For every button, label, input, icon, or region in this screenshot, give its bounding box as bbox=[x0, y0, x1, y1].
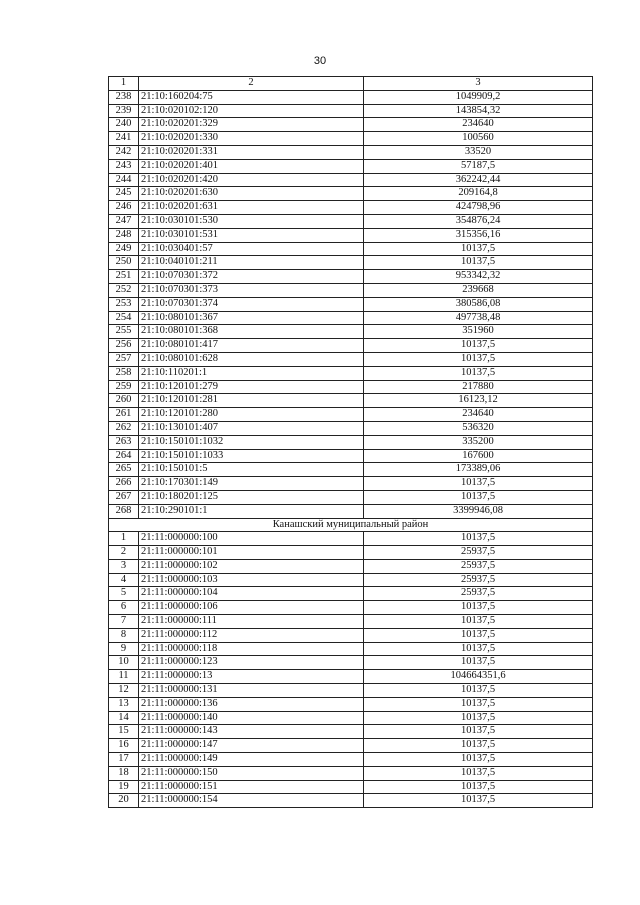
row-number: 20 bbox=[109, 794, 139, 808]
cadastral-value: 953342,32 bbox=[364, 270, 593, 284]
cadastral-value: 10137,5 bbox=[364, 711, 593, 725]
cadastral-number: 21:10:070301:372 bbox=[139, 270, 364, 284]
cadastral-number: 21:10:070301:374 bbox=[139, 297, 364, 311]
table-row bbox=[109, 380, 593, 394]
cadastral-number: 21:10:180201:125 bbox=[139, 490, 364, 504]
cadastral-value: 10137,5 bbox=[364, 532, 593, 546]
table-row bbox=[109, 697, 593, 711]
cadastral-number: 21:11:000000:149 bbox=[139, 753, 364, 767]
row-number: 258 bbox=[109, 366, 139, 380]
row-number: 248 bbox=[109, 228, 139, 242]
cadastral-value: 10137,5 bbox=[364, 739, 593, 753]
table-row bbox=[109, 366, 593, 380]
cadastral-value: 536320 bbox=[364, 421, 593, 435]
row-number: 13 bbox=[109, 697, 139, 711]
cadastral-number: 21:10:160204:75 bbox=[139, 90, 364, 104]
row-number: 18 bbox=[109, 766, 139, 780]
row-number: 257 bbox=[109, 352, 139, 366]
cadastral-value-table bbox=[108, 76, 593, 808]
row-number: 251 bbox=[109, 270, 139, 284]
table-row bbox=[109, 766, 593, 780]
page-number: 30 bbox=[313, 55, 327, 67]
row-number: 255 bbox=[109, 325, 139, 339]
cadastral-number: 21:10:120101:279 bbox=[139, 380, 364, 394]
row-number: 256 bbox=[109, 339, 139, 353]
section-row bbox=[109, 518, 593, 532]
table-row bbox=[109, 408, 593, 422]
row-number: 17 bbox=[109, 753, 139, 767]
table-row bbox=[109, 449, 593, 463]
table-row bbox=[109, 656, 593, 670]
cadastral-value: 173389,06 bbox=[364, 463, 593, 477]
cadastral-number: 21:11:000000:154 bbox=[139, 794, 364, 808]
cadastral-value: 10137,5 bbox=[364, 256, 593, 270]
cadastral-value: 143854,32 bbox=[364, 104, 593, 118]
cadastral-number: 21:11:000000:136 bbox=[139, 697, 364, 711]
row-number: 268 bbox=[109, 504, 139, 518]
cadastral-number: 21:10:030101:531 bbox=[139, 228, 364, 242]
table-row bbox=[109, 684, 593, 698]
row-number: 2 bbox=[109, 546, 139, 560]
cadastral-value: 10137,5 bbox=[364, 628, 593, 642]
section-title: Канашский муниципальный район bbox=[109, 518, 593, 532]
cadastral-value: 424798,96 bbox=[364, 201, 593, 215]
cadastral-value: 10137,5 bbox=[364, 490, 593, 504]
row-number: 267 bbox=[109, 490, 139, 504]
cadastral-value: 1049909,2 bbox=[364, 90, 593, 104]
table-row bbox=[109, 711, 593, 725]
row-number: 15 bbox=[109, 725, 139, 739]
cadastral-number: 21:10:020201:401 bbox=[139, 159, 364, 173]
row-number: 7 bbox=[109, 615, 139, 629]
table-row bbox=[109, 118, 593, 132]
row-number: 250 bbox=[109, 256, 139, 270]
cadastral-value: 104664351,6 bbox=[364, 670, 593, 684]
row-number: 9 bbox=[109, 642, 139, 656]
cadastral-value: 10137,5 bbox=[364, 766, 593, 780]
cadastral-number: 21:11:000000:131 bbox=[139, 684, 364, 698]
table-row bbox=[109, 325, 593, 339]
table-row bbox=[109, 490, 593, 504]
cadastral-number: 21:11:000000:147 bbox=[139, 739, 364, 753]
cadastral-number: 21:11:000000:150 bbox=[139, 766, 364, 780]
cadastral-number: 21:10:110201:1 bbox=[139, 366, 364, 380]
cadastral-value: 10137,5 bbox=[364, 684, 593, 698]
cadastral-number: 21:10:080101:417 bbox=[139, 339, 364, 353]
cadastral-number: 21:11:000000:100 bbox=[139, 532, 364, 546]
table-row bbox=[109, 201, 593, 215]
cadastral-value: 10137,5 bbox=[364, 615, 593, 629]
cadastral-value: 315356,16 bbox=[364, 228, 593, 242]
cadastral-value: 10137,5 bbox=[364, 794, 593, 808]
row-number: 6 bbox=[109, 601, 139, 615]
cadastral-value: 217880 bbox=[364, 380, 593, 394]
cadastral-value: 167600 bbox=[364, 449, 593, 463]
row-number: 243 bbox=[109, 159, 139, 173]
cadastral-number: 21:10:030101:530 bbox=[139, 214, 364, 228]
cadastral-value: 10137,5 bbox=[364, 242, 593, 256]
table-row bbox=[109, 435, 593, 449]
table-row bbox=[109, 546, 593, 560]
table-row bbox=[109, 90, 593, 104]
table-row bbox=[109, 297, 593, 311]
row-number: 16 bbox=[109, 739, 139, 753]
row-number: 239 bbox=[109, 104, 139, 118]
cadastral-number: 21:10:020201:420 bbox=[139, 173, 364, 187]
cadastral-number: 21:11:000000:111 bbox=[139, 615, 364, 629]
cadastral-value: 10137,5 bbox=[364, 656, 593, 670]
cadastral-value: 25937,5 bbox=[364, 559, 593, 573]
row-number: 242 bbox=[109, 145, 139, 159]
row-number: 10 bbox=[109, 656, 139, 670]
row-number: 8 bbox=[109, 628, 139, 642]
cadastral-number: 21:10:120101:281 bbox=[139, 394, 364, 408]
row-number: 12 bbox=[109, 684, 139, 698]
row-number: 259 bbox=[109, 380, 139, 394]
cadastral-number: 21:10:020102:120 bbox=[139, 104, 364, 118]
cadastral-number: 21:11:000000:102 bbox=[139, 559, 364, 573]
cadastral-value: 234640 bbox=[364, 408, 593, 422]
table-row bbox=[109, 394, 593, 408]
cadastral-number: 21:10:150101:5 bbox=[139, 463, 364, 477]
row-number: 263 bbox=[109, 435, 139, 449]
row-number: 1 bbox=[109, 532, 139, 546]
row-number: 260 bbox=[109, 394, 139, 408]
cadastral-number: 21:11:000000:140 bbox=[139, 711, 364, 725]
header-col-1: 1 bbox=[109, 77, 139, 91]
cadastral-value: 380586,08 bbox=[364, 297, 593, 311]
cadastral-value: 351960 bbox=[364, 325, 593, 339]
table-row bbox=[109, 670, 593, 684]
row-number: 253 bbox=[109, 297, 139, 311]
cadastral-value: 497738,48 bbox=[364, 311, 593, 325]
cadastral-number: 21:10:080101:367 bbox=[139, 311, 364, 325]
row-number: 4 bbox=[109, 573, 139, 587]
cadastral-number: 21:10:020201:330 bbox=[139, 132, 364, 146]
cadastral-number: 21:10:150101:1033 bbox=[139, 449, 364, 463]
row-number: 252 bbox=[109, 283, 139, 297]
table-row bbox=[109, 256, 593, 270]
cadastral-value: 25937,5 bbox=[364, 587, 593, 601]
cadastral-number: 21:11:000000:118 bbox=[139, 642, 364, 656]
cadastral-number: 21:11:000000:104 bbox=[139, 587, 364, 601]
row-number: 11 bbox=[109, 670, 139, 684]
table-row bbox=[109, 628, 593, 642]
table-row bbox=[109, 587, 593, 601]
table-row bbox=[109, 339, 593, 353]
cadastral-value: 3399946,08 bbox=[364, 504, 593, 518]
table-body bbox=[109, 77, 593, 808]
table-row bbox=[109, 145, 593, 159]
cadastral-value: 57187,5 bbox=[364, 159, 593, 173]
cadastral-number: 21:10:120101:280 bbox=[139, 408, 364, 422]
cadastral-value: 354876,24 bbox=[364, 214, 593, 228]
cadastral-number: 21:10:170301:149 bbox=[139, 477, 364, 491]
header-col-2: 2 bbox=[139, 77, 364, 91]
table-row bbox=[109, 132, 593, 146]
cadastral-value: 10137,5 bbox=[364, 366, 593, 380]
table-row bbox=[109, 601, 593, 615]
row-number: 240 bbox=[109, 118, 139, 132]
cadastral-number: 21:10:070301:373 bbox=[139, 283, 364, 297]
cadastral-value: 10137,5 bbox=[364, 642, 593, 656]
table-row bbox=[109, 173, 593, 187]
table-row bbox=[109, 311, 593, 325]
cadastral-number: 21:10:080101:628 bbox=[139, 352, 364, 366]
row-number: 249 bbox=[109, 242, 139, 256]
row-number: 241 bbox=[109, 132, 139, 146]
table-row bbox=[109, 242, 593, 256]
cadastral-number: 21:10:130101:407 bbox=[139, 421, 364, 435]
row-number: 254 bbox=[109, 311, 139, 325]
cadastral-value: 25937,5 bbox=[364, 573, 593, 587]
cadastral-value: 16123,12 bbox=[364, 394, 593, 408]
cadastral-value: 10137,5 bbox=[364, 697, 593, 711]
cadastral-number: 21:10:030401:57 bbox=[139, 242, 364, 256]
cadastral-number: 21:10:020201:331 bbox=[139, 145, 364, 159]
row-number: 265 bbox=[109, 463, 139, 477]
cadastral-number: 21:10:020201:631 bbox=[139, 201, 364, 215]
cadastral-value: 239668 bbox=[364, 283, 593, 297]
table-row bbox=[109, 780, 593, 794]
table-row bbox=[109, 463, 593, 477]
cadastral-value: 10137,5 bbox=[364, 339, 593, 353]
cadastral-value: 209164,8 bbox=[364, 187, 593, 201]
table-row bbox=[109, 725, 593, 739]
row-number: 247 bbox=[109, 214, 139, 228]
table-header-row bbox=[109, 77, 593, 91]
cadastral-number: 21:10:040101:211 bbox=[139, 256, 364, 270]
row-number: 14 bbox=[109, 711, 139, 725]
cadastral-value: 10137,5 bbox=[364, 780, 593, 794]
cadastral-number: 21:10:020201:329 bbox=[139, 118, 364, 132]
cadastral-number: 21:11:000000:123 bbox=[139, 656, 364, 670]
cadastral-number: 21:10:080101:368 bbox=[139, 325, 364, 339]
cadastral-value: 234640 bbox=[364, 118, 593, 132]
row-number: 264 bbox=[109, 449, 139, 463]
table-row bbox=[109, 104, 593, 118]
cadastral-value: 10137,5 bbox=[364, 352, 593, 366]
table-row bbox=[109, 159, 593, 173]
cadastral-number: 21:11:000000:13 bbox=[139, 670, 364, 684]
table-row bbox=[109, 270, 593, 284]
table-row bbox=[109, 753, 593, 767]
cadastral-number: 21:10:020201:630 bbox=[139, 187, 364, 201]
row-number: 3 bbox=[109, 559, 139, 573]
table-row bbox=[109, 794, 593, 808]
table-row bbox=[109, 739, 593, 753]
table-row bbox=[109, 615, 593, 629]
cadastral-number: 21:10:290101:1 bbox=[139, 504, 364, 518]
row-number: 244 bbox=[109, 173, 139, 187]
row-number: 5 bbox=[109, 587, 139, 601]
cadastral-value: 100560 bbox=[364, 132, 593, 146]
cadastral-number: 21:11:000000:103 bbox=[139, 573, 364, 587]
table-row bbox=[109, 559, 593, 573]
row-number: 245 bbox=[109, 187, 139, 201]
row-number: 238 bbox=[109, 90, 139, 104]
table-row bbox=[109, 352, 593, 366]
table-row bbox=[109, 214, 593, 228]
table-row bbox=[109, 477, 593, 491]
table-row bbox=[109, 532, 593, 546]
table-row bbox=[109, 642, 593, 656]
table-row bbox=[109, 283, 593, 297]
table-row bbox=[109, 504, 593, 518]
cadastral-value: 10137,5 bbox=[364, 753, 593, 767]
row-number: 19 bbox=[109, 780, 139, 794]
table-row bbox=[109, 421, 593, 435]
header-col-3: 3 bbox=[364, 77, 593, 91]
row-number: 246 bbox=[109, 201, 139, 215]
cadastral-number: 21:11:000000:151 bbox=[139, 780, 364, 794]
cadastral-value: 335200 bbox=[364, 435, 593, 449]
cadastral-value: 10137,5 bbox=[364, 725, 593, 739]
table-row bbox=[109, 573, 593, 587]
cadastral-value: 33520 bbox=[364, 145, 593, 159]
cadastral-number: 21:11:000000:106 bbox=[139, 601, 364, 615]
row-number: 261 bbox=[109, 408, 139, 422]
cadastral-value: 25937,5 bbox=[364, 546, 593, 560]
table-row bbox=[109, 228, 593, 242]
cadastral-number: 21:11:000000:143 bbox=[139, 725, 364, 739]
cadastral-value: 10137,5 bbox=[364, 477, 593, 491]
row-number: 262 bbox=[109, 421, 139, 435]
cadastral-value: 362242,44 bbox=[364, 173, 593, 187]
cadastral-number: 21:11:000000:112 bbox=[139, 628, 364, 642]
table-row bbox=[109, 187, 593, 201]
row-number: 266 bbox=[109, 477, 139, 491]
cadastral-value: 10137,5 bbox=[364, 601, 593, 615]
cadastral-number: 21:10:150101:1032 bbox=[139, 435, 364, 449]
cadastral-number: 21:11:000000:101 bbox=[139, 546, 364, 560]
